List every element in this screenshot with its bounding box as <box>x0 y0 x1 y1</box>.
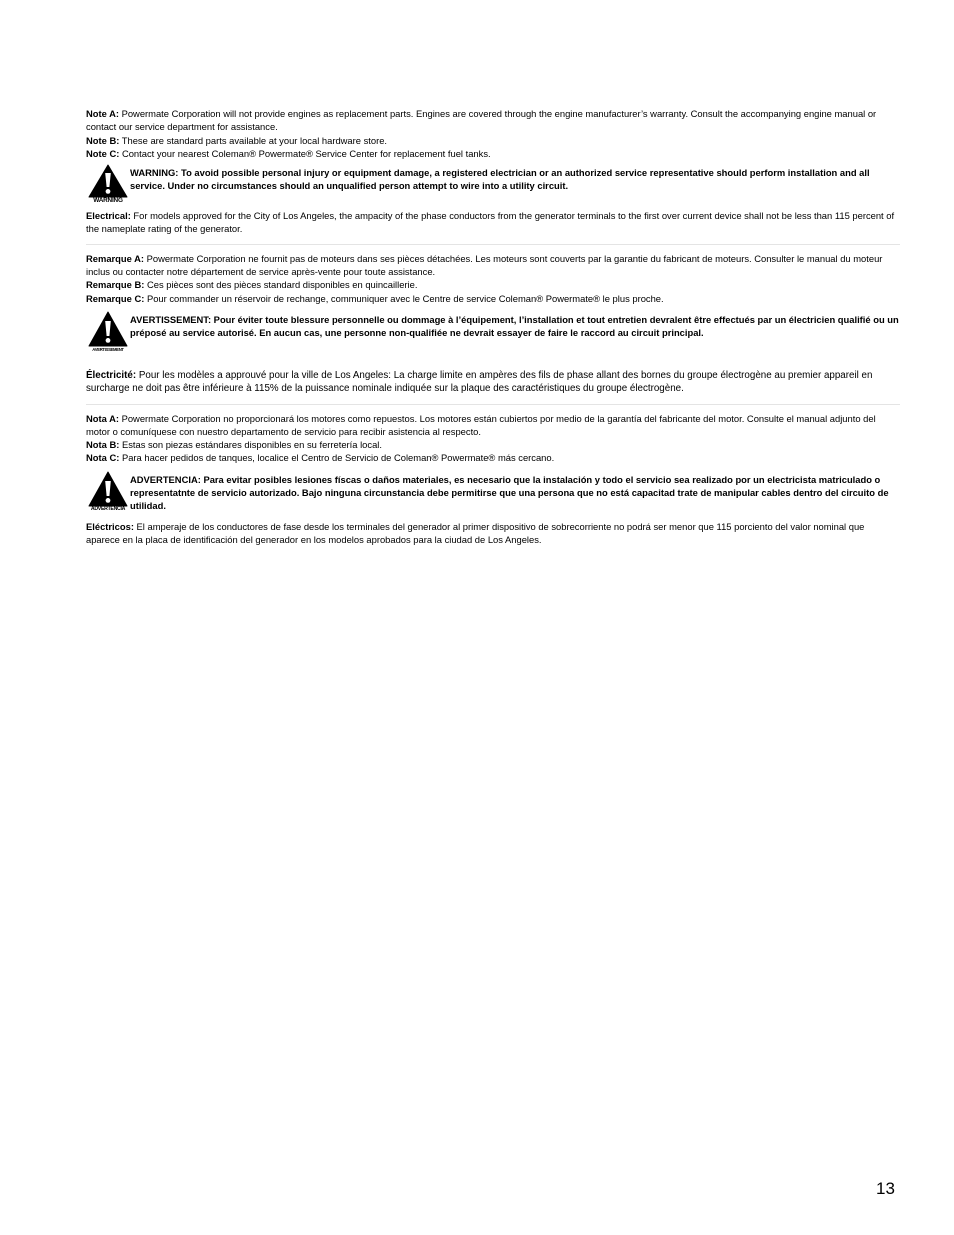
section-french <box>86 252 900 396</box>
electrical-label: Electrical: <box>86 210 131 222</box>
note-b-label: Note B: <box>86 134 120 146</box>
nota-c-label: Nota C: <box>86 452 120 464</box>
electricite-text: Pour les modèles a approuvé pour la ville de Los Angeles: La charge limite en ampères des fils de phase allant des bornes du groupe électrogène au premier appareil en surcharge ne doit pas être inférieure à 115% de la puissance nominale indiquée sur la plaque des caractéristiques du groupe électrogène. <box>86 369 873 395</box>
section-english <box>86 107 900 236</box>
remarque-a-label: Remarque A: <box>86 252 144 264</box>
electricos-label: Eléctricos: <box>86 520 134 532</box>
nota-c <box>86 451 900 464</box>
warning-triangle-icon <box>86 471 130 513</box>
nota-c-text: Para hacer pedidos de tanques, localice el Centro de Servicio de Coleman® Powermate® más cercano. <box>119 452 555 464</box>
remarque-b <box>86 278 900 291</box>
nota-b-text: Estas son piezas estándares disponibles en su ferretería local. <box>119 439 382 451</box>
nota-a-label: Nota A: <box>86 412 119 424</box>
advertencia-caption: ADVERTENCIA <box>90 505 126 512</box>
note-a-label: Note A: <box>86 108 119 119</box>
nota-b-label: Nota B: <box>86 439 120 451</box>
remarque-a-text: Powermate Corporation ne fournit pas de moteurs dans ses pièces détachées. Les moteurs sont couverts par la garantie du fabricant de moteurs. Consulter le manual du moteur inclus ou contacter notre département de service après-vente pour toute assistance. <box>86 252 883 278</box>
section-divider <box>86 404 900 405</box>
note-c <box>86 147 900 160</box>
note-b <box>86 134 900 147</box>
avertissement-block <box>86 311 900 353</box>
remarque-a <box>86 252 900 279</box>
remarque-b-label: Remarque B: <box>86 279 145 291</box>
electrical-note <box>86 209 900 236</box>
warning-caption: WARNING <box>93 197 123 205</box>
nota-a <box>86 412 900 439</box>
remarque-c-label: Remarque C: <box>86 292 145 304</box>
electricite-note <box>86 369 900 396</box>
page-content <box>86 107 900 546</box>
section-divider <box>86 244 900 245</box>
advertencia-block <box>86 471 900 513</box>
page-number: 13 <box>876 1179 895 1198</box>
warning-block <box>86 164 900 204</box>
avertissement-text: AVERTISSEMENT: Pour éviter toute blessure personnelle ou dommage à l’équipement, l’installation et tout entretien devralent être effectués par un électricien qualifié ou un préposé au service autorisé. En aucun cas, une personne non-qualifiée ne devrait essayer de faire le raccord au circuit principal. <box>130 313 899 339</box>
remarque-b-text: Ces pièces sont des pièces standard disponibles en quincaillerie. <box>144 279 418 291</box>
warning-text: WARNING: To avoid possible personal injury or equipment damage, a registered electrician or an authorized service representative should perform installation and all service. Under no circumstances should an unqualified person attempt to wire into a utility circuit. <box>130 167 870 192</box>
note-a-text: Powermate Corporation will not provide engines as replacement parts. Engines are covered through the engine manufacturer’s warranty. Consult the accompanying engine manual or contact our service department for assistance. <box>86 108 877 133</box>
warning-triangle-icon <box>86 311 130 353</box>
electricite-label: Électricité: <box>86 369 137 381</box>
remarque-c <box>86 292 900 305</box>
nota-a-text: Powermate Corporation no proporcionará los motores como repuestos. Los motores están cubiertos por medio de la garantía del fabricante del motor. Consulte el manual adjunto del motor o comuníquese con nuestro departamento de servicio para recibir asistencia al respecto. <box>86 412 876 437</box>
note-c-label: Note C: <box>86 147 120 159</box>
note-a <box>86 107 900 134</box>
warning-triangle-icon <box>86 164 130 204</box>
advertencia-text: ADVERTENCIA: Para evitar posibles lesiones físcas o daños materiales, es necesario que la instalación y todo el servicio sea realizado por un electricista matriculado o representatnte de servicio autorizado. Bajo ninguna circunstancia debe permitirse que una persona que no está capacitad trate de manipular cables dentro del circuito de utilidad. <box>130 473 889 512</box>
remarque-c-text: Pour commander un réservoir de rechange, communiquer avec le Centre de service Coleman® Powermate® le plus proche. <box>144 292 664 304</box>
electricos-note <box>86 520 900 547</box>
note-b-text: These are standard parts available at your local hardware store. <box>119 134 388 146</box>
nota-b <box>86 438 900 451</box>
electrical-text: For models approved for the City of Los Angeles, the ampacity of the phase conductors from the generator terminals to the first over current device shall not be less than 115 percent of the nameplate rating of the generator. <box>86 210 895 235</box>
electricos-text: El amperaje de los conductores de fase desde los terminales del generador al primer dispositivo de sobrecorriente no podrá ser menor que 115 porciento del valor nominal que aparece en la placa de identificación del generador en los modelos aprobados para la ciudad de Los Angeles. <box>86 520 865 546</box>
note-c-text: Contact your nearest Coleman® Powermate® Service Center for replacement fuel tanks. <box>119 147 491 159</box>
section-spanish <box>86 412 900 547</box>
avertissement-caption: AVERTISSEMENT <box>92 346 124 352</box>
